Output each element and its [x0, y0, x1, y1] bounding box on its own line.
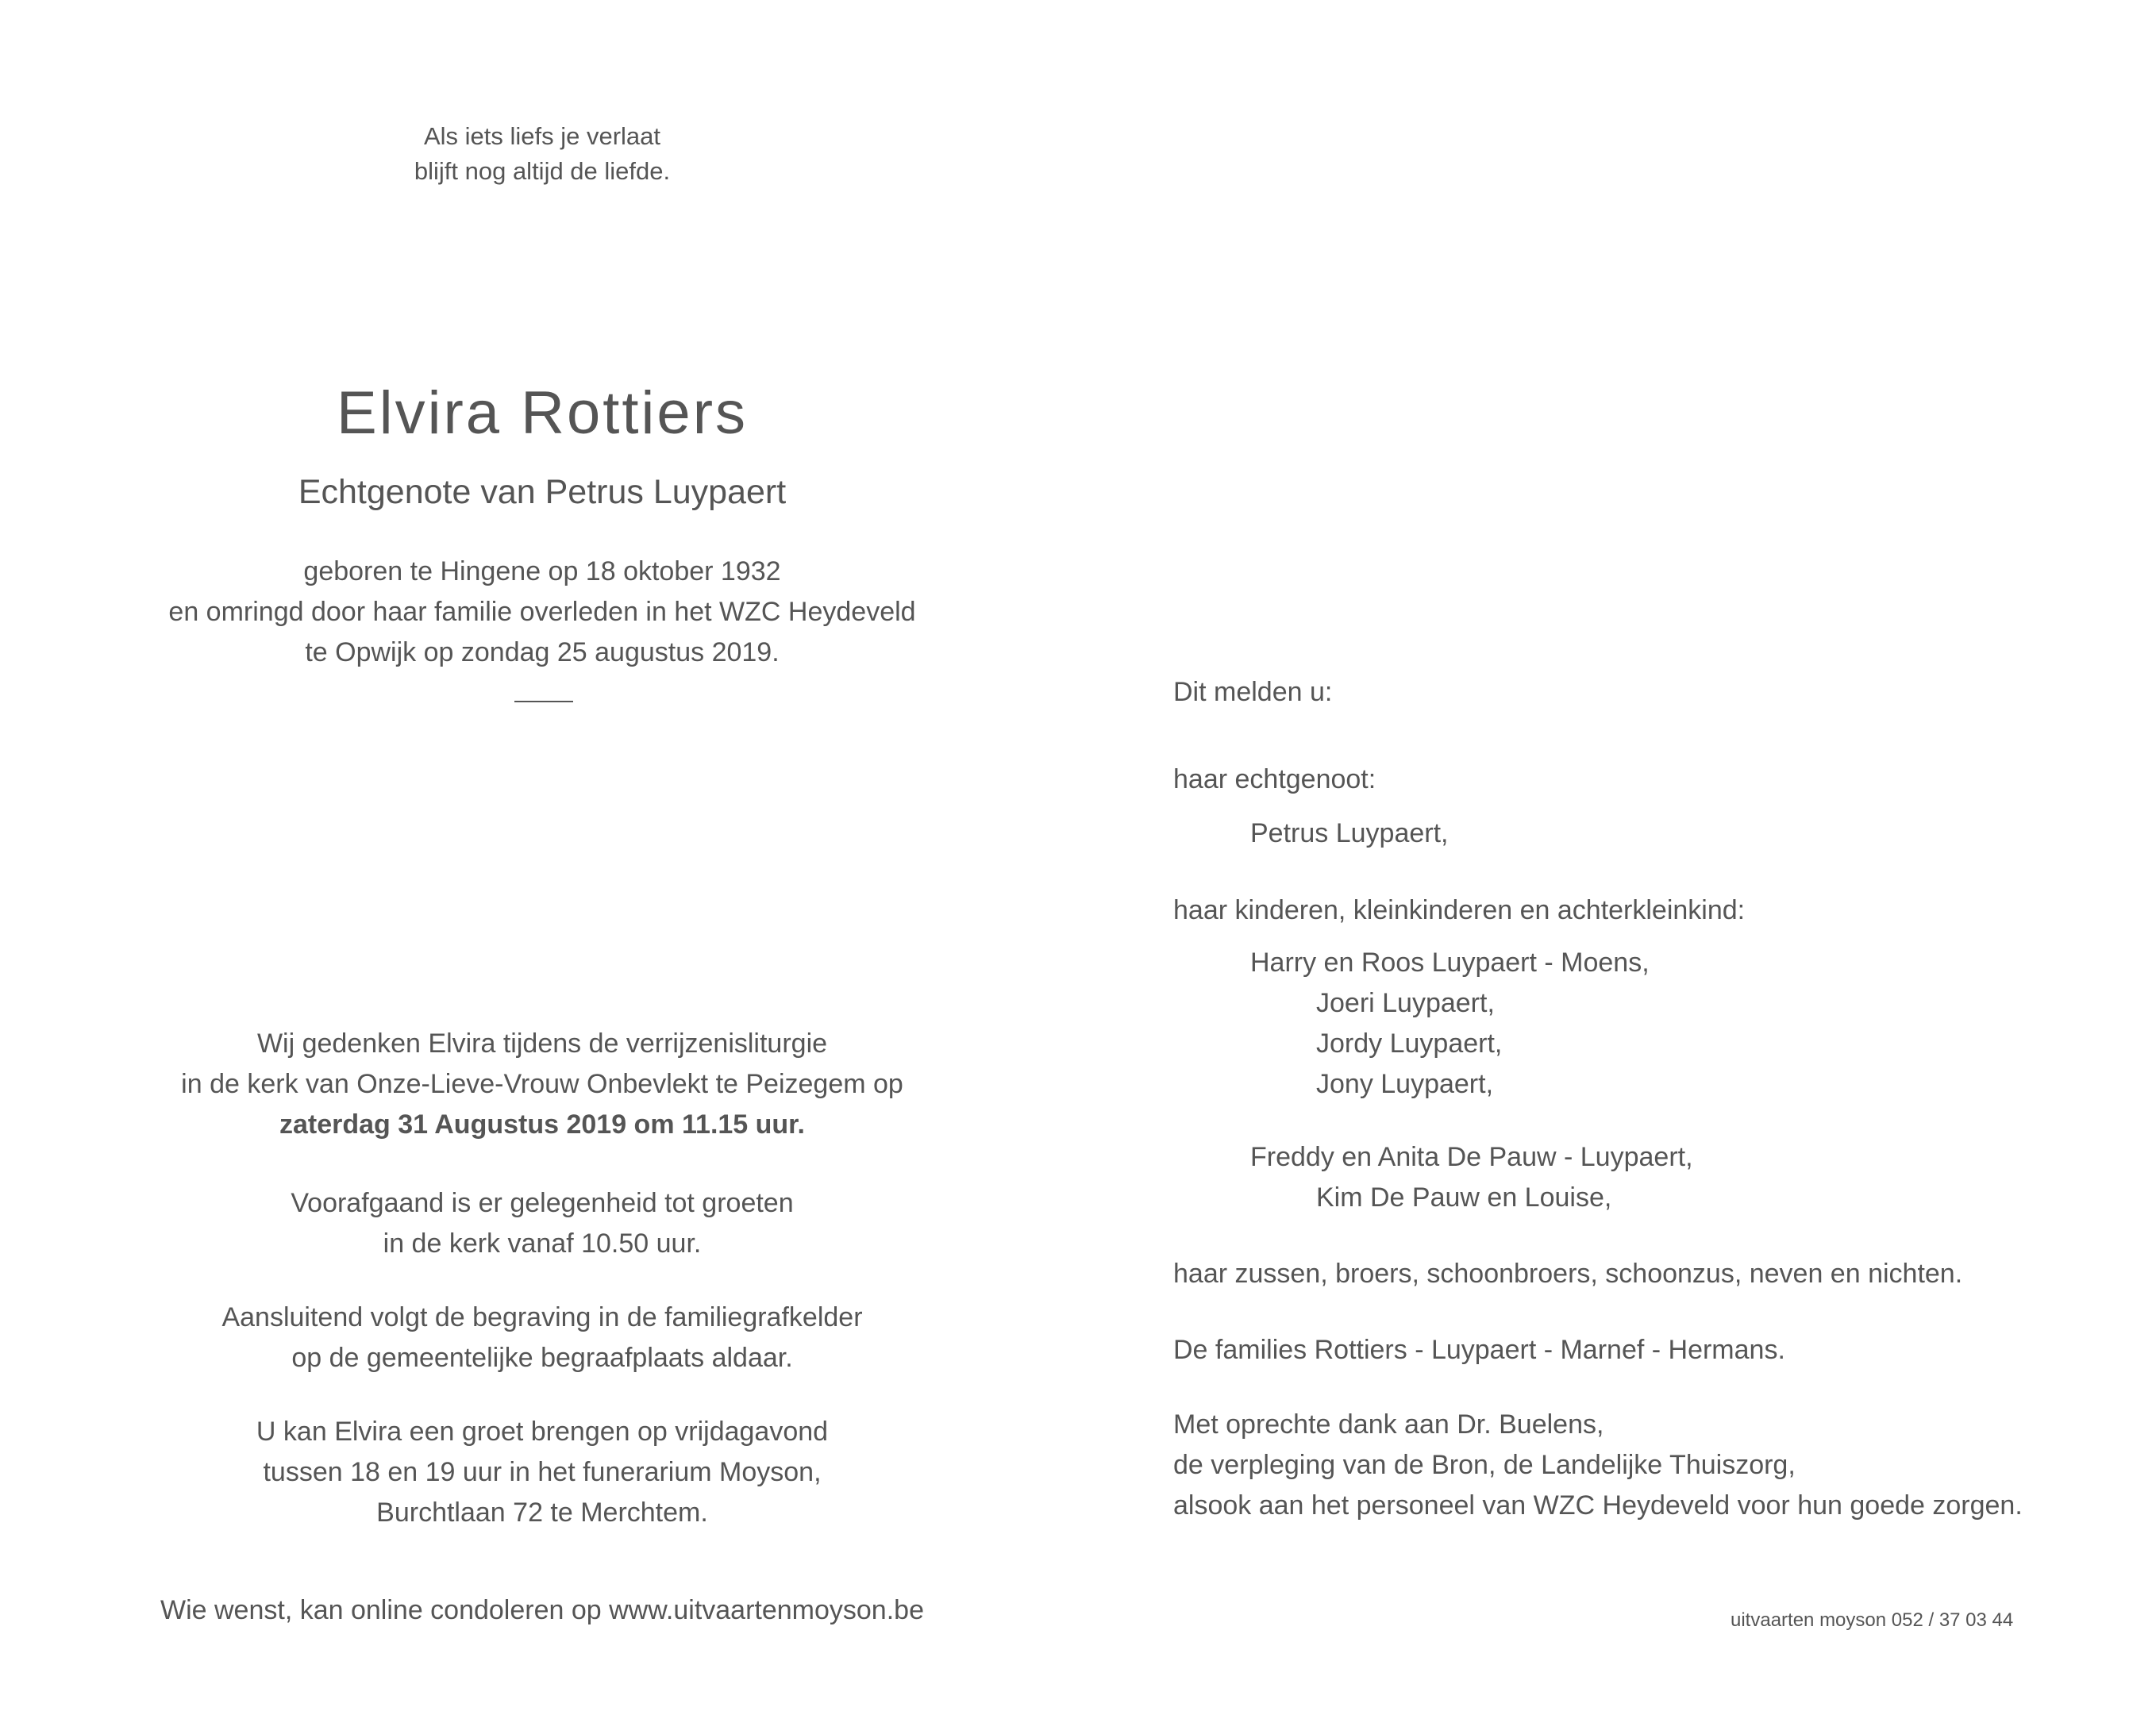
poem-line: blijft nog altijd de liefde.: [414, 157, 671, 185]
thanks: [1173, 1405, 2023, 1526]
family1-child: Joeri Luypaert,: [1316, 988, 1495, 1018]
family1-parents: Harry en Roos Luypaert - Moens,: [1250, 948, 1650, 978]
divider: [514, 701, 573, 702]
siblings-line: haar zussen, broers, schoonbroers, schoonzus, neven en nichten.: [1173, 1259, 1963, 1289]
birth-line: geboren te Hingene op 18 oktober 1932: [303, 556, 781, 586]
service-line: Wij gedenken Elvira tijdens de verrijzenisliturgie: [256, 1028, 828, 1059]
funeral-home-footer: uitvaarten moyson 052 / 37 03 44: [1731, 1609, 2014, 1631]
gathering-line: in de kerk vanaf 10.50 uur.: [383, 1228, 702, 1259]
poem-line: Als iets liefs je verlaat: [423, 122, 661, 150]
visitation-line: tussen 18 en 19 uur in het funerarium Moyson,: [263, 1457, 822, 1487]
deceased-name: Elvira Rottiers: [337, 379, 748, 447]
service-info: [181, 1024, 903, 1145]
online-condolence: Wie wenst, kan online condoleren op www.uitvaartenmoyson.be: [160, 1595, 924, 1625]
visitation-line: U kan Elvira een groet brengen op vrijdagavond: [256, 1417, 829, 1447]
spouse-line: Echtgenote van Petrus Luypaert: [298, 473, 787, 511]
spouse-name: Petrus Luypaert,: [1250, 818, 1449, 848]
death-line: en omringd door haar familie overleden in het WZC Heydeveld: [168, 597, 916, 627]
visitation-info: [256, 1412, 828, 1533]
family2-parents: Freddy en Anita De Pauw - Luypaert,: [1250, 1142, 1693, 1172]
children-heading: haar kinderen, kleinkinderen en achterkleinkind:: [1173, 895, 1746, 925]
service-line: in de kerk van Onze-Lieve-Vrouw Onbevlekt te Peizegem op: [181, 1069, 903, 1099]
burial-info: [221, 1298, 862, 1378]
service-date: zaterdag 31 Augustus 2019 om 11.15 uur.: [279, 1109, 805, 1140]
gathering-info: [291, 1183, 793, 1264]
families-line: De families Rottiers - Luypaert - Marnef - Hermans.: [1173, 1335, 1785, 1365]
birth-death-info: [168, 552, 915, 673]
burial-line: op de gemeentelijke begraafplaats aldaar.: [291, 1343, 793, 1373]
visitation-line: Burchtlaan 72 te Merchtem.: [376, 1498, 708, 1528]
family1-child: Jony Luypaert,: [1316, 1069, 1494, 1099]
death-place-line: te Opwijk op zondag 25 augustus 2019.: [305, 637, 780, 667]
family1-child: Jordy Luypaert,: [1316, 1028, 1503, 1059]
thanks-line: alsook aan het personeel van WZC Heydeveld voor hun goede zorgen.: [1173, 1490, 2023, 1521]
thanks-line: de verpleging van de Bron, de Landelijke Thuiszorg,: [1173, 1450, 1796, 1480]
announcement-intro: Dit melden u:: [1173, 677, 1333, 707]
spouse-heading: haar echtgenoot:: [1173, 764, 1376, 794]
burial-line: Aansluitend volgt de begraving in de familiegrafkelder: [221, 1302, 863, 1332]
poem: [414, 119, 670, 189]
family2-child: Kim De Pauw en Louise,: [1316, 1182, 1612, 1213]
gathering-line: Voorafgaand is er gelegenheid tot groeten: [291, 1188, 794, 1218]
thanks-line: Met oprechte dank aan Dr. Buelens,: [1173, 1409, 1604, 1440]
